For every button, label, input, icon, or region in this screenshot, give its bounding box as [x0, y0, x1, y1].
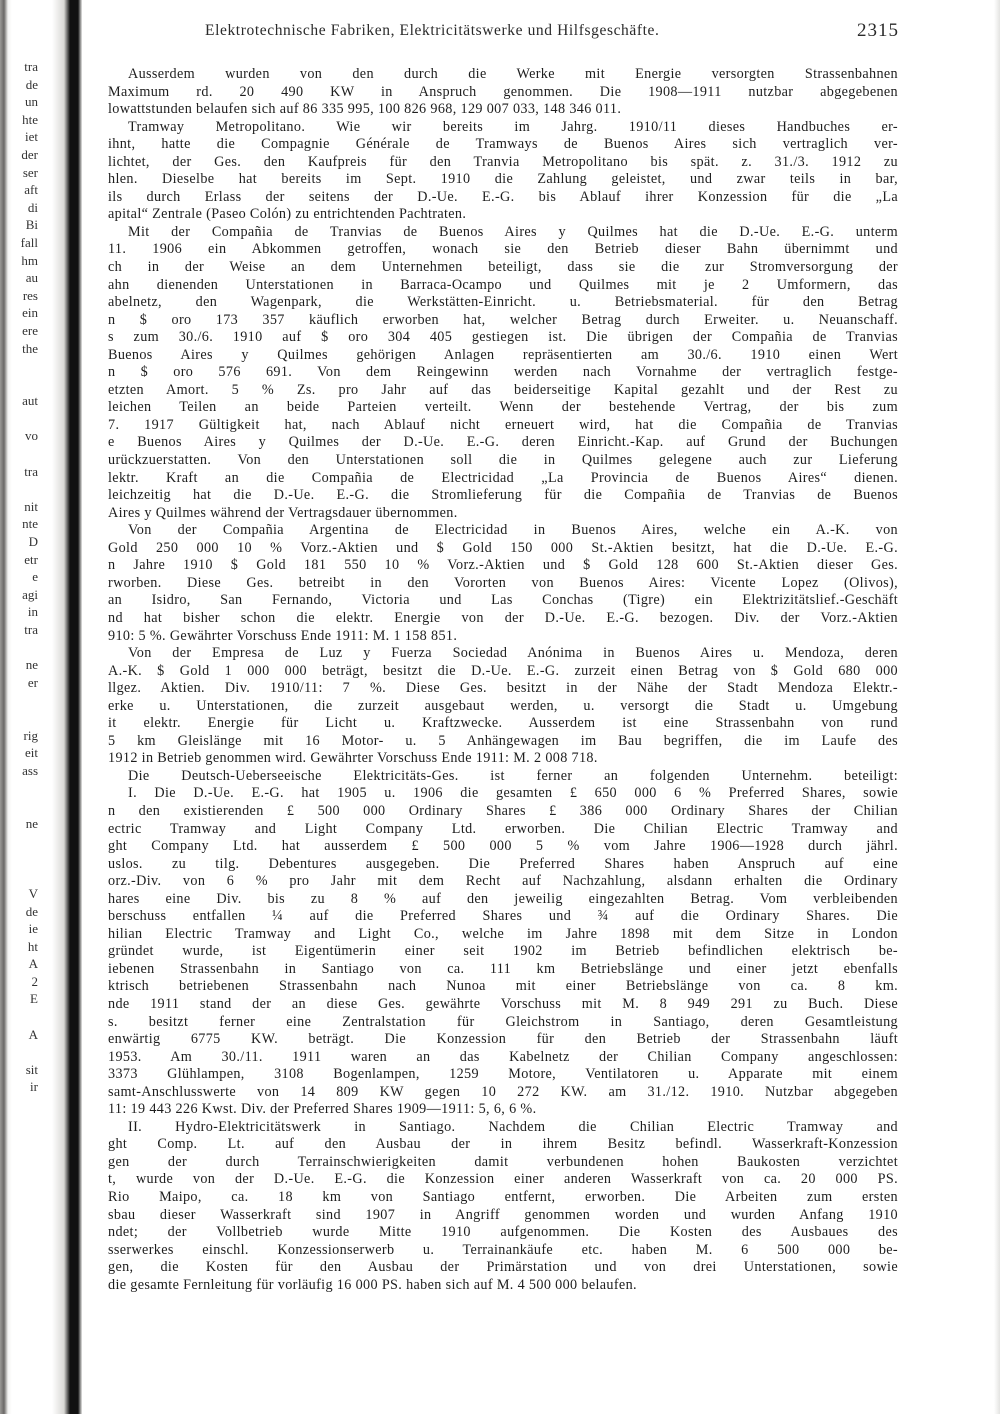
margin-fragment: A: [28, 1026, 38, 1042]
text-line: Mit der Compañia de Tranvias de Buenos Aires y Quilmes hat die D.-Ue. E.-G. unterm: [128, 223, 898, 240]
margin-fragment: [2, 639, 42, 657]
margin-fragment: [2, 691, 42, 709]
text-line: lowattstunden belaufen sich auf 86 335 995, 100 826 968, 129 007 033, 148 346 011.: [108, 101, 622, 118]
margin-fragment: [2, 357, 42, 375]
text-line: 910: 5 %. Gewährter Vorschuss Ende 1911: M. 1 158 851.: [108, 627, 458, 644]
margin-fragment: nit: [24, 498, 38, 514]
margin-fragment: agi: [22, 586, 38, 602]
text-line: 5 km Gleislänge mit 16 Motor- u. 5 Anhängewagen im Bau begriffen, die im Laufe des: [108, 732, 898, 749]
margin-fragment: D: [28, 534, 38, 550]
margin-fragment: [2, 480, 42, 498]
margin-fragment: [2, 445, 42, 463]
margin-fragment: [2, 850, 42, 868]
text-line: apital“ Zentrale (Paseo Colón) zu entrichtenden Pachtraten.: [108, 206, 467, 223]
text-line: ght Comp. Lt. auf den Ausbau der in ihrem Besitz befindl. Wasserkraft-Konzession: [108, 1136, 898, 1153]
margin-fragment: [2, 867, 42, 885]
text-line: Aires y Quilmes während der Vertragsdauer übernommen.: [108, 504, 458, 521]
text-line: Tramway Metropolitano. Wie wir bereits im Jahrg. 1910/11 dieses Handbuches er-: [128, 118, 898, 135]
page-number: 2315: [857, 20, 899, 41]
text-line: ktrisch betriebenen Strassenbahn nach Nunoa mit einer Betriebslänge von ca. 8 km.: [108, 978, 898, 995]
margin-fragment: [2, 1043, 42, 1061]
text-line: Ausserdem wurden von den durch die Werke mit Energie versorgten Strassenbahnen: [128, 66, 898, 82]
text-line: ndet; der Vollbetrieb wurde Mitte 1910 aufgenommen. Die Kosten des Ausbaues des: [108, 1224, 898, 1241]
text-line: 3373 Glühlampen, 3108 Bogenlampen, 1259 Motore, Ventilatoren u. Apparate mit einem: [108, 1066, 898, 1083]
text-line: gen der durch Terrainschwierigkeiten damit verbundenen hohen Baukosten verzichtet: [108, 1153, 898, 1170]
margin-fragment: rig: [23, 727, 38, 743]
text-line: abelnetz, den Wagenpark, die Werkstätten-Einricht. u. Betriebsmaterial. für den Betrag: [108, 294, 898, 311]
margin-fragment: tra: [24, 463, 38, 479]
text-line: ihnt, hatte die Compagnie Générale de Tramways de Buenos Aires sich vertraglich ver-: [108, 136, 898, 153]
margin-fragment: iet: [25, 129, 38, 145]
text-line: ght Company Ltd. hat ausserdem £ 500 000 5 % vom Jahre 1906—1928 durch jährl.: [108, 838, 898, 855]
text-line: sserwerkes einschl. Konzessionserwerb u. Terrainankäufe etc. haben M. 6 500 000 be-: [108, 1241, 898, 1258]
margin-fragment: ht: [27, 938, 38, 954]
text-line: iebenen Strassenbahn in Santiago von ca. 111 km Betriebslänge und einer jetzt ebenfalls: [108, 960, 898, 977]
margin-fragment: de: [25, 76, 38, 92]
margin-fragment: Bi: [25, 217, 38, 233]
margin-fragment: sit: [25, 1061, 38, 1077]
text-line: I. Die D.-Ue. E.-G. hat 1905 u. 1906 die gesamten £ 650 000 6 % Preferred Shares, sowie: [128, 785, 898, 802]
text-line: orz.-Div. von 6 % pro Jahr mit dem Recht auf Nachzahlung, alsdann erhalten die Ordinary: [108, 873, 898, 890]
text-line: berschuss entfallen ¼ auf die Preferred Shares und ¾ auf die Ordinary Shares. Die: [108, 908, 898, 925]
text-line: lektr. Kraft an die Compañia de Electricidad „La Provincia de Buenos Aires“ dienen.: [108, 469, 898, 486]
text-line: s. besitzt ferner eine Zentralstation für Gleichstrom in Santiago, deren Gesamtleistung: [108, 1013, 898, 1030]
text-line: 7. 1917 Gültigkeit hat, nach Ablauf nicht erneuert wird, hat die Compañia de Tranvias: [108, 416, 898, 433]
margin-fragment: er: [27, 674, 38, 690]
text-line: uslos. zu tilg. Debentures ausgegeben. Die Preferred Shares haben Anspruch auf eine: [108, 855, 898, 872]
text-line: ectric Tramway and Light Company Ltd. erworben. Die Chilian Electric Tramway and: [108, 820, 898, 837]
text-line: gründet wurde, ist Eigentümerin einer seit 1902 im Betrieb befindlichen elektrisch be-: [108, 943, 898, 960]
text-line: die gesamte Fernleitung für vorläufig 16 000 PS. haben sich auf M. 4 500 000 belaufen.: [108, 1276, 637, 1293]
margin-fragment: der: [21, 146, 38, 162]
margin-fragment: di: [27, 199, 38, 215]
margin-fragment: A: [28, 956, 38, 972]
text-line: Rio Maipo, ca. 18 km von Santiago entfernt, erworben. Die Arbeiten zum ersten: [108, 1189, 898, 1205]
margin-fragment: res: [22, 287, 38, 303]
text-line: A.-K. $ Gold 1 000 000 beträgt, besitzt die D.-Ue. E.-G. zurzeit einen Betrag von $ Gold 680 000: [108, 662, 898, 679]
text-line: 11. 1906 ein Abkommen getroffen, wonach sie den Betrieb dieser Bahn übernimmt und: [108, 241, 898, 258]
text-line: it elektr. Energie für Licht u. Kraftzwecke. Ausserdem ist eine Strassenbahn von rund: [108, 715, 898, 732]
margin-fragment: fall: [20, 234, 38, 250]
margin-fragment: [2, 709, 42, 727]
text-line: hilian Electric Tramway and Light Co., welche im Jahre 1898 mit dem Sitze in London: [108, 925, 898, 942]
text-line: leichen Teilen an beide Parteien verteilt. Wenn der bestehende Vertrag, der bis zum: [108, 399, 898, 416]
text-line: enwärtig 6775 KW. beträgt. Die Konzession für den Betrieb der Strassenbahn läuft: [108, 1031, 898, 1048]
text-line: 1953. Am 30./11. 1911 waren an das Kabelnetz der Chilian Company angeschlossen:: [108, 1048, 898, 1065]
margin-fragment: [2, 797, 42, 815]
text-line: ch in der Weise an dem Unternehmen beteiligt, dass sie die zur Stromversorgung der: [108, 259, 898, 276]
running-head-title: Elektrotechnische Fabriken, Elektricitätswerke und Hilfsgeschäfte.: [205, 22, 660, 39]
text-line: n $ oro 173 357 käuflich erworben hat, welcher Betrag durch Erweiter. u. Neuanschaff.: [108, 311, 898, 328]
text-line: n $ oro 576 691. Von dem Reingewinn werden nach Vornahme der vertraglich festge-: [108, 364, 898, 381]
text-line: etzten Amort. 5 % Zs. pro Jahr auf das beiderseitige Kapital gezahlt und der Rest zu: [108, 381, 898, 398]
running-header: [205, 20, 899, 44]
text-line: 11: 19 443 226 Kwst. Div. der Preferred Shares 1909—1911: 5, 6, 6 %.: [108, 1101, 537, 1118]
text-line: s zum 30./6. 1910 auf $ oro 304 405 gestiegen ist. Die übrigen der Compañia de Tranvias: [108, 329, 898, 346]
margin-fragment: un: [25, 94, 38, 110]
page-edge: [994, 0, 1000, 1414]
facing-page-fragments: [2, 58, 42, 1358]
margin-fragment: ne: [25, 815, 38, 831]
margin-fragment: [2, 779, 42, 797]
text-line: ils durch Erlass der seitens der D.-Ue. E.-G. bis Ablauf ihrer Konzession für die „La: [108, 188, 898, 205]
margin-fragment: vo: [25, 428, 38, 444]
text-line: II. Hydro-Elektricitätswerk in Santiago. Nachdem die Chilian Electric Tramway and: [128, 1118, 898, 1135]
text-line: n Jahre 1910 $ Gold 181 550 10 % Vorz.-Aktien und $ Gold 128 600 St.-Aktien dieser Ges.: [108, 557, 898, 574]
margin-fragment: V: [28, 885, 38, 901]
text-line: leichzeitig hat die D.-Ue. E.-G. die Stromlieferung für die Compañia de Tranvias de Buenos: [108, 487, 898, 504]
text-line: Von der Compañia Argentina de Electricidad in Buenos Aires, welche ein A.-K. von: [128, 522, 898, 539]
margin-fragment: eit: [25, 745, 38, 761]
text-line: nd hat bisher schon die elektr. Energie von der D.-Ue. E.-G. bezogen. Div. der Vorz.-Aktien: [108, 609, 898, 626]
text-line: an Isidro, San Fernando, Victoria und Las Conchas (Tigre) ein Elektrizitätslief.-Geschäft: [108, 592, 898, 609]
margin-fragment: aft: [24, 182, 38, 198]
text-line: ahn dienenden Unterstationen in Barraca-Ocampo und Quilmes mit je 2 Umformern, das: [108, 276, 898, 293]
text-line: rworben. Diese Ges. betreibt in den Vororten von Buenos Aires: Vicente Lopez (Olivos),: [108, 574, 898, 591]
margin-fragment: etr: [24, 551, 38, 567]
margin-fragment: [2, 1008, 42, 1026]
body-text: [108, 66, 898, 1294]
text-line: erke u. Unterstationen, die zurzeit ausgebaut werden, u. versorgt die Stadt u. Umgebung: [108, 697, 898, 714]
margin-fragment: au: [25, 270, 38, 286]
margin-fragment: E: [30, 991, 38, 1007]
margin-fragment: ein: [22, 305, 38, 321]
text-line: Buenos Aires y Quilmes gehörigen Anlagen repräsentierten am 30./6. 1910 einen Wert: [108, 346, 898, 363]
text-line: Von der Empresa de Luz y Fuerza Sociedad Anónima in Buenos Aires u. Mendoza, deren: [128, 645, 898, 662]
text-line: urückzuerstatten. Von den Unterstationen soll die in Quilmes gelegene auch zur Lieferung: [108, 452, 898, 469]
text-line: lichtet, der Ges. den Kaufpreis für den Tranvia Metropolitano bis spät. z. 31./3. 1912 zu: [108, 153, 898, 170]
margin-fragment: hm: [21, 252, 38, 268]
text-line: sbau dieser Wasserkraft sind 1907 in Angriff genommen worden und wurden Anfang 1910: [108, 1206, 898, 1223]
margin-fragment: [2, 375, 42, 393]
text-line: gen, die Kosten für den Ausbau der Primärstation und von drei Unterstationen, sowie: [108, 1259, 898, 1276]
margin-fragment: hte: [22, 111, 38, 127]
margin-fragment: [2, 410, 42, 428]
margin-fragment: [2, 832, 42, 850]
margin-fragment: tra: [24, 59, 38, 74]
text-line: t, wurde von der D.-Ue. E.-G. die Konzession einer anderen Wasserkraft von ca. 20 000 PS.: [108, 1171, 898, 1188]
margin-fragment: nte: [22, 516, 38, 532]
text-line: nde 1911 stand der an diese Ges. gewährte Vorschuss mit M. 8 949 291 zu Buch. Diese: [108, 995, 898, 1012]
margin-fragment: ass: [22, 762, 38, 778]
text-line: samt-Anschlusswerte von 14 809 KW gegen 10 272 KW. am 31./12. 1910. Nutzbar abgegeben: [108, 1083, 898, 1100]
text-line: 1912 in Betrieb genommen wird. Gewährter Vorschuss Ende 1911: M. 2 008 718.: [108, 750, 598, 767]
margin-fragment: e: [32, 569, 38, 585]
margin-fragment: ie: [28, 921, 38, 937]
margin-fragment: tra: [24, 622, 38, 637]
text-line: Die Deutsch-Ueberseeische Elektricitäts-Ges. ist ferner an folgenden Unternehm. beteiligt:: [128, 767, 898, 784]
margin-fragment: ir: [30, 1079, 38, 1095]
text-line: hlen. Dieselbe hat bereits im Sept. 1910 die Zahlung geleistet, und zwar teils in bar,: [108, 171, 898, 188]
margin-fragment: 2: [31, 973, 38, 989]
margin-fragment: ser: [22, 164, 38, 180]
margin-fragment: aut: [22, 393, 38, 409]
margin-fragment: de: [25, 903, 38, 919]
margin-fragment: in: [27, 604, 38, 620]
text-line: n den existierenden £ 500 000 Ordinary Shares £ 386 000 Ordinary Shares der Chilian: [108, 802, 898, 819]
margin-fragment: ne: [25, 657, 38, 673]
text-line: Maximum rd. 20 490 KW in Anspruch genommen. Die 1908—1911 nutzbar abgegebenen: [108, 83, 898, 100]
margin-fragment: the: [22, 340, 38, 356]
text-line: e Buenos Aires y Quilmes der D.-Ue. E.-G. deren Einricht.-Kap. auf Grund der Buchungen: [108, 434, 898, 451]
margin-fragment: ere: [22, 322, 38, 338]
text-line: Gold 250 000 10 % Vorz.-Aktien und $ Gold 150 000 St.-Aktien besitzt, hat die D.-Ue. E.-G.: [108, 539, 898, 556]
text-line: llgez. Aktien. Div. 1910/11: 7 %. Diese Ges. besitzt in der Nähe der Stadt Mendoza Elektr.-: [108, 680, 898, 697]
text-line: hares eine Div. bis zu 8 % auf den jeweilig eingezahlten Betrag. Vom verbleibenden: [108, 890, 898, 907]
